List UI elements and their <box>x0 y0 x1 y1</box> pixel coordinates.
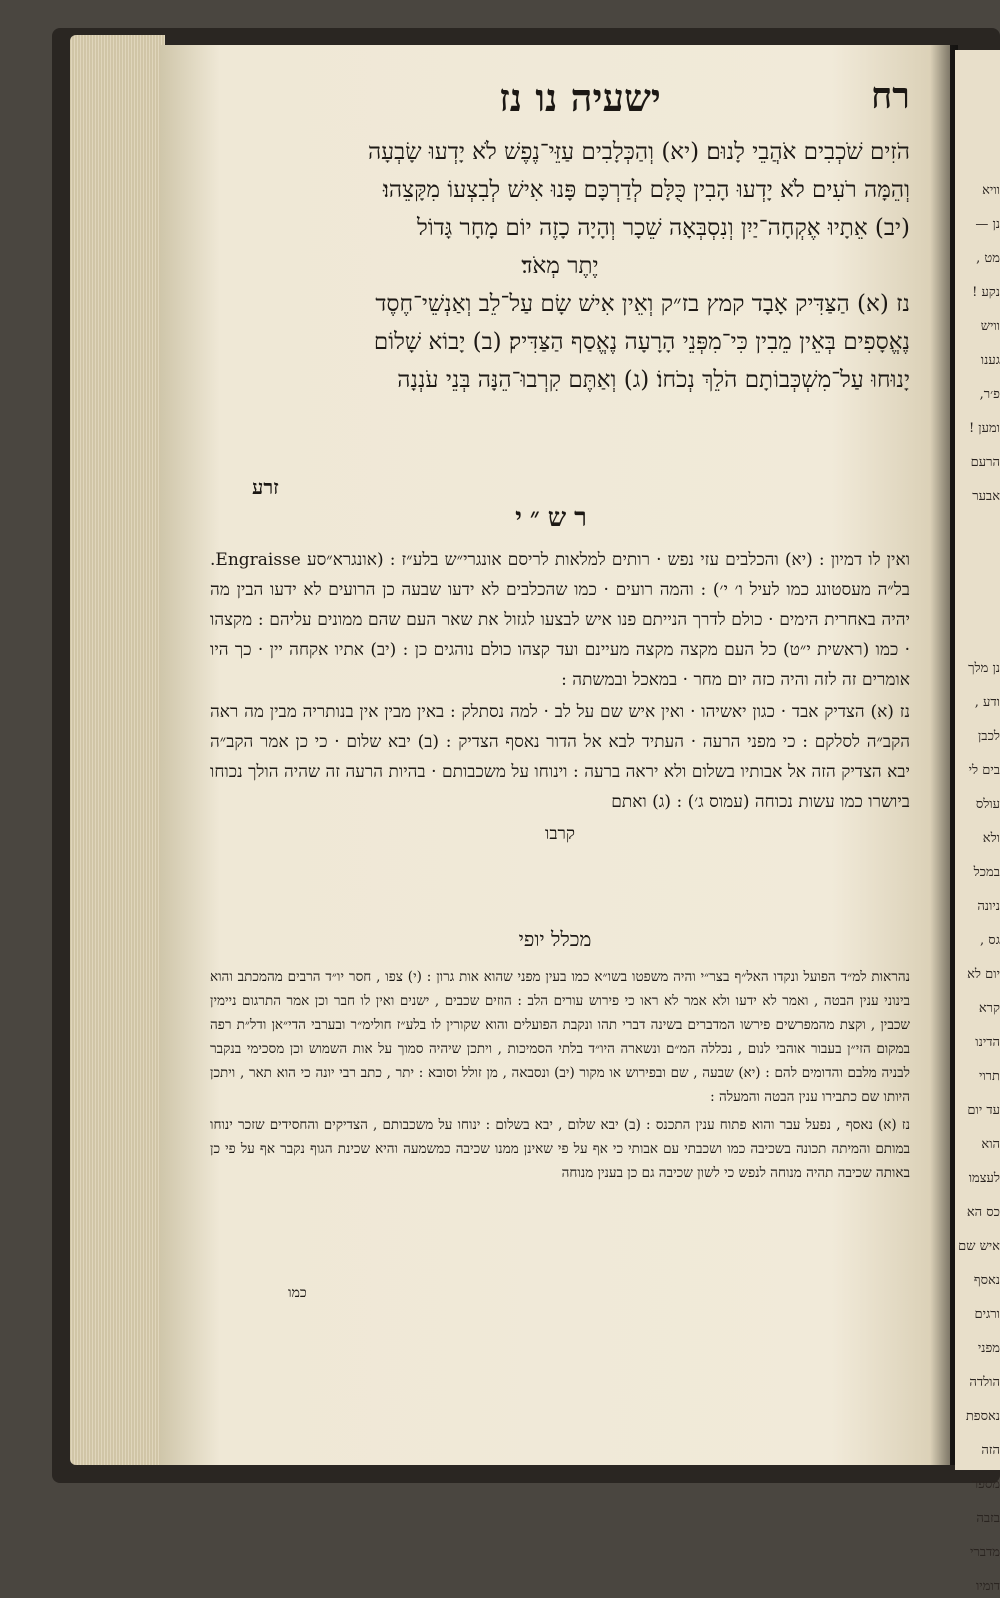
mikhlal-yofi-commentary <box>210 965 910 1189</box>
biblical-line: (יב) אֵתָיוּ אֶקְחָה־יַיִן וְנִסְבְּאָה שֵׁכָר וְהָיָה כָזֶה יוֹם מָחָר גָּדוֹל <box>416 215 910 241</box>
rashi-title: רש״י <box>515 503 595 533</box>
facing-page-fragment: אבער <box>972 489 1000 504</box>
facing-page-fragment: בים לי <box>968 763 1000 778</box>
rashi-paragraph: ואין לו דמיון : (יא) והכלבים עזי נפש · רותים למלאות לריסם אונגרי״ש בלע״ז : (אונגרא״סע Engraisse. בל״ה מעסטונג כמו לעיל ו׳ י׳) : והמה רועים · כמו שהכלבים לא ידעו שבעה כן הרועים לא ידעו הבין מה יהיה באחרית הימים · כולם לדרך הנייתם פנו איש לבצעו לגזול את שאר העם שהם ממונים עליהם : מקצהו · כמו (ראשית י״ט) כל העם מקצה מקצה מעיינם ועד קצהו כולם נוהגים כן : (יב) אתיו אקחה יין · כך היו אומרים זה לזה והיה כזה יום מחר · במאכל ובמשתה : <box>210 550 910 690</box>
facing-page-fragment: הדינו <box>975 1035 1000 1050</box>
biblical-line: יֶתֶר מְאֹד׃ <box>521 253 599 279</box>
page-edges <box>70 35 165 1465</box>
gutter-shadow <box>930 45 958 1465</box>
facing-page-fragment: ודע , <box>974 695 1000 710</box>
facing-page-fragment: מט , <box>976 251 1000 266</box>
facing-page-fragment: איש שם <box>958 1239 1000 1254</box>
facing-page-fragment: נקע ! <box>972 285 1000 300</box>
rashi-catchword: קרבו <box>545 824 575 844</box>
running-head <box>250 75 910 135</box>
facing-page-fragment: עד יום <box>967 1103 1000 1118</box>
biblical-line: נֶאֱסָפִים בְּאֵין מֵבִין כִּי־מִפְּנֵי הָרָעָה נֶאֱסַף הַצַּדִּיק׃ (ב) יָבוֹא שָׁלוֹם <box>373 329 910 355</box>
rashi-paragraph: נז (א) הצדיק אבד · כגון יאשיהו · ואין איש שם על לב · למה נסתלק : באין מבין אין בנותריה מבין מה ראה הקב״ה לסלקם : כי מפני הרעה · העתיד לבא אל הדור נאסף הצדיק : (ב) יבא שלום · כי כן אמר הקב״ה יבא הצדיק הזה אל אבותיו בשלום ולא יראה ברעה : וינוחו על משכבותם · בהיות הרעה זה שהיה הולך נכוחו ביושרו כמו עשות נכוחה (עמוס ג׳) : (ג) ואתם <box>210 702 910 812</box>
facing-page-fragment: עולס <box>975 797 1000 812</box>
facing-page-fragment: כס הא <box>966 1205 1000 1220</box>
facing-page-fragment: דומיו <box>975 1579 1000 1594</box>
mikhlal-paragraph: נז (א) נאסף , נפעל עבר והוא פתוח ענין התכנס : (ב) יבא שלום , יבא בשלום : ינוחו על משכבותם , הצדיקים והחסידים שזכר ינוחו במותם והמיתה תכונה בשכיבה כמו ושכבתי עם אבותי כי אף על פי שאינן ממנו שכיבה כמשמעה והיא שכינת הגוף נקבר אף על פי כן באותה שכיבה תהיה מנוחה לנפש כי לשון שכיבה גם כן בענין מנוחה <box>210 1117 910 1181</box>
mikhlal-catchword: כמו <box>288 1285 307 1301</box>
biblical-line: נז (א) הַצַּדִּיק אָבָד קמץ בז״ק וְאֵין אִישׁ שָׂם עַל־לֵב וְאַנְשֵׁי־חֶסֶד <box>375 291 910 317</box>
facing-page-fragment: מספר <box>971 1477 1000 1492</box>
mikhlal-paragraph: נהראות למ״ד הפועל ונקדו האל״ף בצר״י והיה משפטו בשו״א כמו בעין מפני שהוא אות גרון : (י) צפו , חסר יו״ד הרבים מהמכתב והוא בינוני ענין הבטה , ואמר לא ידעו ולא אמר לא ראו כי פירוש עורים הלב : הוזים שכבים , ישנים ואין לו חבר וכן אמר התרגום ניימין שכבין , וקצת מהמפרשים פירשו המדברים בשינה דברי תהו ונקבת הפועלים והוא שקורין לו בלע״ז חולימ״ר ובערבי הדי״אן ודל״ת רפה במקום הזי״ן בעבור אוהבי לנום , נכללה המ״ם ונשארה היו״ד בלתי הסמיכות , ויתכן שיהיה סמוך על אות השמוש וכן מסכימי בנקבר לבניה מלבם והדומים להם : (יא) שבעה , שם ובפירוש או מקור (יב) ונסבאה , מן זולל וסובא : יתר , כתב רבי יונה כי הוא תאר , ויתכן היותו שם כתבירו ענין הבטה והמעלה : <box>210 969 910 1105</box>
mikhlal-yofi-title: מכלל יופי <box>518 927 592 951</box>
facing-page-fragment: לעצמו <box>968 1171 1000 1186</box>
facing-page-fragment: ומען ! <box>968 421 1000 436</box>
facing-page-fragment: לכבן <box>977 729 1000 744</box>
rashi-commentary <box>210 545 910 851</box>
running-head-title: ישעיה נו נז <box>499 75 661 120</box>
book-page-left <box>160 45 950 1465</box>
facing-page-fragment: הרעם <box>970 455 1000 470</box>
facing-page-edge <box>955 50 1000 1594</box>
facing-page-fragment: בזבה <box>976 1511 1000 1526</box>
facing-page-fragment: וויש <box>980 319 1000 334</box>
facing-page-fragment: תרוי <box>978 1069 1000 1084</box>
biblical-line: יָנוּחוּ עַל־מִשְׁכְּבוֹתָם הֹלֵךְ נְכֹחוֹ׃ (ג) וְאַתֶּם קִרְבוּ־הֵנָּה בְּנֵי עֹנְנָה <box>397 367 910 393</box>
facing-page-fragment: קרא <box>978 1001 1000 1016</box>
facing-page-text <box>955 180 1000 1598</box>
facing-page-fragment: נאספת <box>965 1409 1000 1424</box>
facing-page-fragment: ולא <box>982 831 1000 846</box>
facing-page-fragment: נן — <box>975 217 1000 232</box>
facing-page-fragment: הולדה <box>969 1375 1000 1390</box>
facing-page-fragment: נאסף <box>973 1273 1000 1288</box>
facing-page-fragment: הוא <box>981 1137 1000 1152</box>
facing-page-fragment: ורגים <box>974 1307 1000 1322</box>
biblical-catchword: זרע <box>252 475 279 499</box>
facing-page-fragment: במכל <box>973 865 1000 880</box>
biblical-line: וְהֵמָּה רֹעִים לֹא יָדְעוּ הָבִין כֻּלָּם לְדַרְכָּם פָּנוּ אִישׁ לְבִצְעוֹ מִקָּצֵהוּ׃ <box>382 177 910 203</box>
facing-page-fragment: מדברי <box>969 1545 1000 1560</box>
facing-page-fragment: יום לא <box>967 967 1000 982</box>
facing-page-fragment: נן מלך <box>968 661 1000 676</box>
facing-page-fragment: ניונה <box>977 899 1000 914</box>
biblical-line: הֹזִים שֹׁכְבִים אֹהֲבֵי לָנוּם׃ (יא) וְהַכְּלָבִים עַזֵּי־נֶפֶשׁ לֹא יָדְעוּ שָׂבְעָה <box>367 139 910 165</box>
facing-page-fragment: פ׳ר, <box>979 387 1000 402</box>
folio-number: רח <box>871 75 910 117</box>
facing-page-fragment: מפני <box>977 1341 1000 1356</box>
facing-page-fragment: גענו <box>980 353 1000 368</box>
facing-page-fragment: גס , <box>980 933 1000 948</box>
facing-page-fragment: הזה <box>981 1443 1000 1458</box>
biblical-text-block <box>210 133 910 399</box>
facing-page-fragment: וויא <box>982 183 1000 198</box>
